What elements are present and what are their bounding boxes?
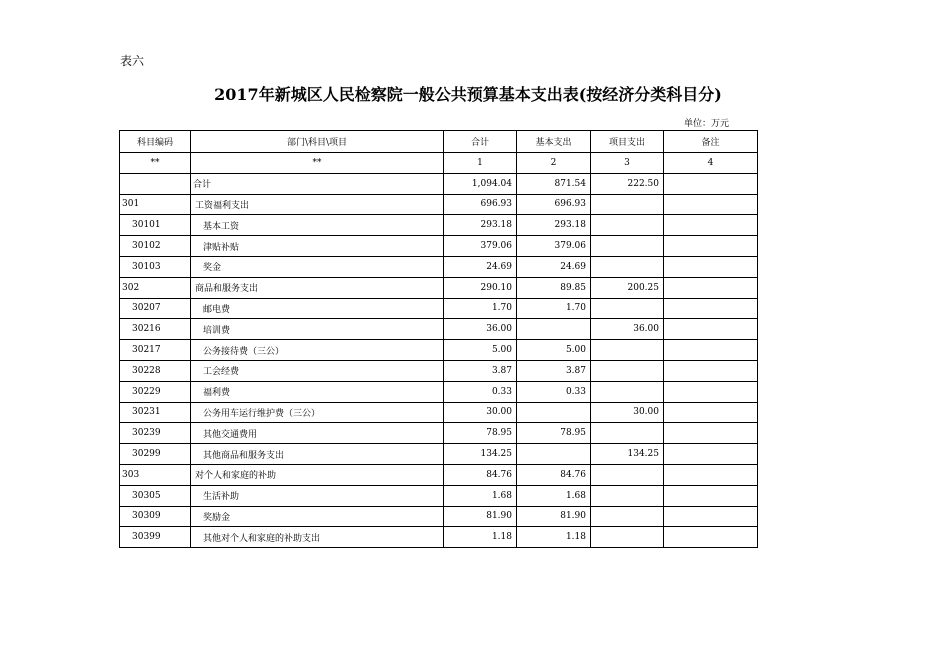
basic-cell: 696.93 — [517, 194, 591, 215]
project-cell: 36.00 — [591, 319, 664, 340]
code-cell: 30103 — [120, 256, 191, 277]
index-cell: 3 — [591, 153, 664, 174]
name-cell: 工资福利支出 — [191, 194, 444, 215]
project-cell: 222.50 — [591, 173, 664, 194]
basic-cell: 78.95 — [517, 423, 591, 444]
table-row — [120, 173, 758, 194]
project-cell — [591, 485, 664, 506]
note-cell — [664, 256, 758, 277]
index-cell: ** — [191, 153, 444, 174]
code-cell: 30207 — [120, 298, 191, 319]
project-cell — [591, 236, 664, 257]
note-cell — [664, 423, 758, 444]
basic-cell: 1.70 — [517, 298, 591, 319]
header-total: 合计 — [444, 131, 517, 153]
table-row — [120, 402, 758, 423]
basic-cell: 84.76 — [517, 464, 591, 485]
index-cell: 2 — [517, 153, 591, 174]
note-cell — [664, 215, 758, 236]
name-cell: 其他交通费用 — [191, 423, 444, 444]
code-cell: 30399 — [120, 527, 191, 548]
name-cell: 生活补助 — [191, 485, 444, 506]
note-cell — [664, 464, 758, 485]
name-cell: 邮电费 — [191, 298, 444, 319]
project-cell — [591, 298, 664, 319]
note-cell — [664, 340, 758, 361]
name-cell: 公务用车运行维护费（三公） — [191, 402, 444, 423]
index-row — [120, 153, 758, 174]
project-cell — [591, 340, 664, 361]
basic-cell: 24.69 — [517, 256, 591, 277]
name-cell: 奖金 — [191, 256, 444, 277]
code-cell: 30102 — [120, 236, 191, 257]
basic-cell: 379.06 — [517, 236, 591, 257]
code-cell: 30305 — [120, 485, 191, 506]
project-cell — [591, 464, 664, 485]
name-cell: 工会经费 — [191, 360, 444, 381]
header-basic: 基本支出 — [517, 131, 591, 153]
project-cell — [591, 256, 664, 277]
total-cell: 3.87 — [444, 360, 517, 381]
code-cell: 30239 — [120, 423, 191, 444]
name-cell: 合计 — [191, 173, 444, 194]
index-cell: ** — [120, 153, 191, 174]
header-code: 科目编码 — [120, 131, 191, 153]
code-cell: 30217 — [120, 340, 191, 361]
note-cell — [664, 381, 758, 402]
index-cell: 4 — [664, 153, 758, 174]
note-cell — [664, 402, 758, 423]
project-cell: 30.00 — [591, 402, 664, 423]
budget-table — [119, 130, 758, 548]
note-cell — [664, 173, 758, 194]
table-row — [120, 194, 758, 215]
page-title: 2017年新城区人民检察院一般公共预算基本支出表(按经济分类科目分) — [214, 85, 722, 104]
table-row — [120, 506, 758, 527]
name-cell: 其他商品和服务支出 — [191, 444, 444, 465]
note-cell — [664, 319, 758, 340]
note-cell — [664, 506, 758, 527]
total-cell: 24.69 — [444, 256, 517, 277]
total-cell: 1.68 — [444, 485, 517, 506]
basic-cell: 871.54 — [517, 173, 591, 194]
project-cell — [591, 381, 664, 402]
table-number: 表六 — [120, 54, 145, 68]
total-cell: 290.10 — [444, 277, 517, 298]
code-cell: 30231 — [120, 402, 191, 423]
header-row — [120, 131, 758, 153]
project-cell: 200.25 — [591, 277, 664, 298]
table-row — [120, 444, 758, 465]
table-row — [120, 236, 758, 257]
name-cell: 福利费 — [191, 381, 444, 402]
table-row — [120, 485, 758, 506]
total-cell: 1.18 — [444, 527, 517, 548]
note-cell — [664, 298, 758, 319]
total-cell: 1,094.04 — [444, 173, 517, 194]
total-cell: 36.00 — [444, 319, 517, 340]
code-cell: 303 — [120, 464, 191, 485]
basic-cell: 3.87 — [517, 360, 591, 381]
header-note: 备注 — [664, 131, 758, 153]
table-row — [120, 381, 758, 402]
table-row — [120, 340, 758, 361]
code-cell: 301 — [120, 194, 191, 215]
total-cell: 134.25 — [444, 444, 517, 465]
table-row — [120, 256, 758, 277]
code-cell: 30216 — [120, 319, 191, 340]
table-row — [120, 215, 758, 236]
name-cell: 培训费 — [191, 319, 444, 340]
name-cell: 商品和服务支出 — [191, 277, 444, 298]
total-cell: 696.93 — [444, 194, 517, 215]
name-cell: 基本工资 — [191, 215, 444, 236]
basic-cell: 1.68 — [517, 485, 591, 506]
code-cell: 30299 — [120, 444, 191, 465]
total-cell: 0.33 — [444, 381, 517, 402]
total-cell: 1.70 — [444, 298, 517, 319]
total-cell: 379.06 — [444, 236, 517, 257]
basic-cell — [517, 319, 591, 340]
total-cell: 293.18 — [444, 215, 517, 236]
unit-label: 单位：万元 — [684, 119, 730, 129]
basic-cell: 5.00 — [517, 340, 591, 361]
name-cell: 津贴补贴 — [191, 236, 444, 257]
note-cell — [664, 236, 758, 257]
total-cell: 81.90 — [444, 506, 517, 527]
note-cell — [664, 277, 758, 298]
name-cell: 公务接待费（三公） — [191, 340, 444, 361]
note-cell — [664, 527, 758, 548]
note-cell — [664, 360, 758, 381]
name-cell: 其他对个人和家庭的补助支出 — [191, 527, 444, 548]
code-cell: 30309 — [120, 506, 191, 527]
basic-cell: 89.85 — [517, 277, 591, 298]
basic-cell — [517, 402, 591, 423]
note-cell — [664, 444, 758, 465]
total-cell: 30.00 — [444, 402, 517, 423]
table-row — [120, 298, 758, 319]
code-cell: 30101 — [120, 215, 191, 236]
project-cell — [591, 215, 664, 236]
header-name: 部门\科目\项目 — [191, 131, 444, 153]
table-row — [120, 319, 758, 340]
total-cell: 78.95 — [444, 423, 517, 444]
basic-cell — [517, 444, 591, 465]
code-cell — [120, 173, 191, 194]
project-cell — [591, 423, 664, 444]
project-cell — [591, 506, 664, 527]
basic-cell: 293.18 — [517, 215, 591, 236]
total-cell: 5.00 — [444, 340, 517, 361]
basic-cell: 81.90 — [517, 506, 591, 527]
total-cell: 84.76 — [444, 464, 517, 485]
project-cell — [591, 527, 664, 548]
table-row — [120, 423, 758, 444]
code-cell: 302 — [120, 277, 191, 298]
basic-cell: 1.18 — [517, 527, 591, 548]
project-cell — [591, 360, 664, 381]
table-row — [120, 527, 758, 548]
code-cell: 30229 — [120, 381, 191, 402]
table-row — [120, 360, 758, 381]
basic-cell: 0.33 — [517, 381, 591, 402]
project-cell — [591, 194, 664, 215]
project-cell: 134.25 — [591, 444, 664, 465]
index-cell: 1 — [444, 153, 517, 174]
name-cell: 对个人和家庭的补助 — [191, 464, 444, 485]
table-row — [120, 464, 758, 485]
table-row — [120, 277, 758, 298]
note-cell — [664, 485, 758, 506]
header-project: 项目支出 — [591, 131, 664, 153]
name-cell: 奖励金 — [191, 506, 444, 527]
code-cell: 30228 — [120, 360, 191, 381]
note-cell — [664, 194, 758, 215]
